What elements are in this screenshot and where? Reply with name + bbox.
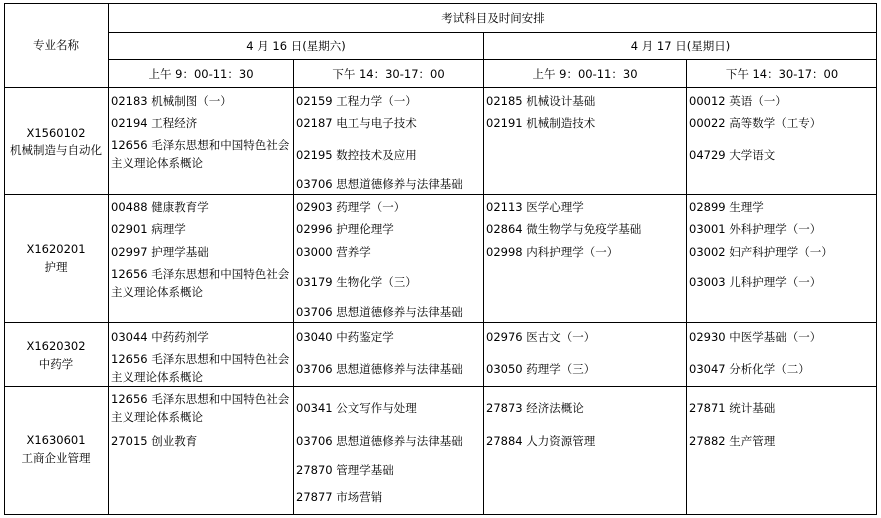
subject-entry: 02864 微生物学与免疫学基础 bbox=[486, 222, 642, 236]
subjects-time-header: 考试科目及时间安排 bbox=[441, 11, 545, 25]
subject-entry: 02191 机械制造技术 bbox=[486, 116, 596, 130]
grid-line bbox=[109, 32, 877, 33]
major-name: 中药学 bbox=[38, 357, 74, 371]
subject-entry: 12656 毛泽东思想和中国特色社会 bbox=[111, 267, 290, 281]
subject-entry: 27871 统计基础 bbox=[689, 401, 776, 415]
grid-line bbox=[4, 322, 877, 323]
major-code: X1620201 bbox=[26, 242, 86, 256]
grid-line bbox=[4, 194, 877, 195]
subject-entry: 12656 毛泽东思想和中国特色社会 bbox=[111, 138, 290, 152]
subject-entry: 00022 高等数学（工专） bbox=[689, 116, 822, 130]
subject-entry: 02903 药理学（一） bbox=[296, 200, 406, 214]
day1-pm-header: 下午 14：30-17：00 bbox=[332, 67, 445, 81]
subject-entry: 02159 工程力学（一） bbox=[296, 94, 417, 108]
major-name: 工商企业管理 bbox=[21, 451, 91, 465]
subject-entry: 主义理论体系概论 bbox=[111, 370, 203, 384]
major-name: 护理 bbox=[44, 260, 68, 274]
subject-entry: 00341 公文写作与处理 bbox=[296, 401, 417, 415]
subject-entry: 02183 机械制图（一） bbox=[111, 94, 232, 108]
subject-entry: 03050 药理学（三） bbox=[486, 362, 596, 376]
grid-line bbox=[293, 59, 294, 515]
subject-entry: 02195 数控技术及应用 bbox=[296, 148, 417, 162]
subject-entry: 03000 营养学 bbox=[296, 245, 371, 259]
subject-entry: 03002 妇产科护理学（一） bbox=[689, 245, 833, 259]
subject-entry: 03044 中药药剂学 bbox=[111, 330, 209, 344]
day2-am-header: 上午 9：00-11：30 bbox=[532, 67, 638, 81]
subject-entry: 27877 市场营销 bbox=[296, 490, 383, 504]
major-name: 机械制造与自动化 bbox=[10, 143, 102, 157]
day1-am-header: 上午 9：00-11：30 bbox=[148, 67, 254, 81]
major-code: X1560102 bbox=[26, 126, 86, 140]
subject-entry: 03706 思想道德修养与法律基础 bbox=[296, 434, 463, 448]
major-column-header: 专业名称 bbox=[33, 38, 79, 52]
subject-entry: 03040 中药鉴定学 bbox=[296, 330, 394, 344]
subject-entry: 02901 病理学 bbox=[111, 222, 186, 236]
subject-entry: 12656 毛泽东思想和中国特色社会 bbox=[111, 352, 290, 366]
subject-entry: 02997 护理学基础 bbox=[111, 245, 209, 259]
subject-entry: 02187 电工与电子技术 bbox=[296, 116, 417, 130]
subject-entry: 02113 医学心理学 bbox=[486, 200, 584, 214]
exam-schedule-table bbox=[4, 3, 877, 515]
subject-entry: 03003 儿科护理学（一） bbox=[689, 275, 822, 289]
subject-entry: 00488 健康教育学 bbox=[111, 200, 209, 214]
subject-entry: 03047 分析化学（二） bbox=[689, 362, 810, 376]
subject-entry: 27870 管理学基础 bbox=[296, 463, 394, 477]
subject-entry: 03179 生物化学（三） bbox=[296, 275, 417, 289]
subject-entry: 02976 医古文（一） bbox=[486, 330, 596, 344]
subject-entry: 27882 生产管理 bbox=[689, 434, 776, 448]
subject-entry: 主义理论体系概论 bbox=[111, 285, 203, 299]
subject-entry: 27873 经济法概论 bbox=[486, 401, 584, 415]
subject-entry: 03706 思想道德修养与法律基础 bbox=[296, 305, 463, 319]
grid-line bbox=[483, 32, 484, 515]
subject-entry: 03001 外科护理学（一） bbox=[689, 222, 822, 236]
subject-entry: 04729 大学语文 bbox=[689, 148, 776, 162]
grid-line bbox=[4, 87, 877, 88]
major-code: X1630601 bbox=[26, 433, 86, 447]
grid-line bbox=[4, 386, 877, 387]
subject-entry: 02996 护理伦理学 bbox=[296, 222, 394, 236]
subject-entry: 02194 工程经济 bbox=[111, 116, 198, 130]
subject-entry: 03706 思想道德修养与法律基础 bbox=[296, 362, 463, 376]
subject-entry: 02998 内科护理学（一） bbox=[486, 245, 619, 259]
subject-entry: 02185 机械设计基础 bbox=[486, 94, 596, 108]
subject-entry: 03706 思想道德修养与法律基础 bbox=[296, 177, 463, 191]
grid-line bbox=[686, 59, 687, 515]
subject-entry: 02899 生理学 bbox=[689, 200, 764, 214]
day2-pm-header: 下午 14：30-17：00 bbox=[725, 67, 839, 81]
subject-entry: 主义理论体系概论 bbox=[111, 156, 203, 170]
major-code: X1620302 bbox=[26, 339, 86, 353]
subject-entry: 27015 创业教育 bbox=[111, 434, 198, 448]
subject-entry: 主义理论体系概论 bbox=[111, 410, 203, 424]
day1-header: 4 月 16 日(星期六) bbox=[246, 39, 346, 53]
grid-line bbox=[109, 59, 877, 60]
subject-entry: 27884 人力资源管理 bbox=[486, 434, 596, 448]
subject-entry: 12656 毛泽东思想和中国特色社会 bbox=[111, 392, 290, 406]
subject-entry: 02930 中医学基础（一） bbox=[689, 330, 822, 344]
day2-header: 4 月 17 日(星期日) bbox=[630, 39, 731, 53]
subject-entry: 00012 英语（一） bbox=[689, 94, 787, 108]
